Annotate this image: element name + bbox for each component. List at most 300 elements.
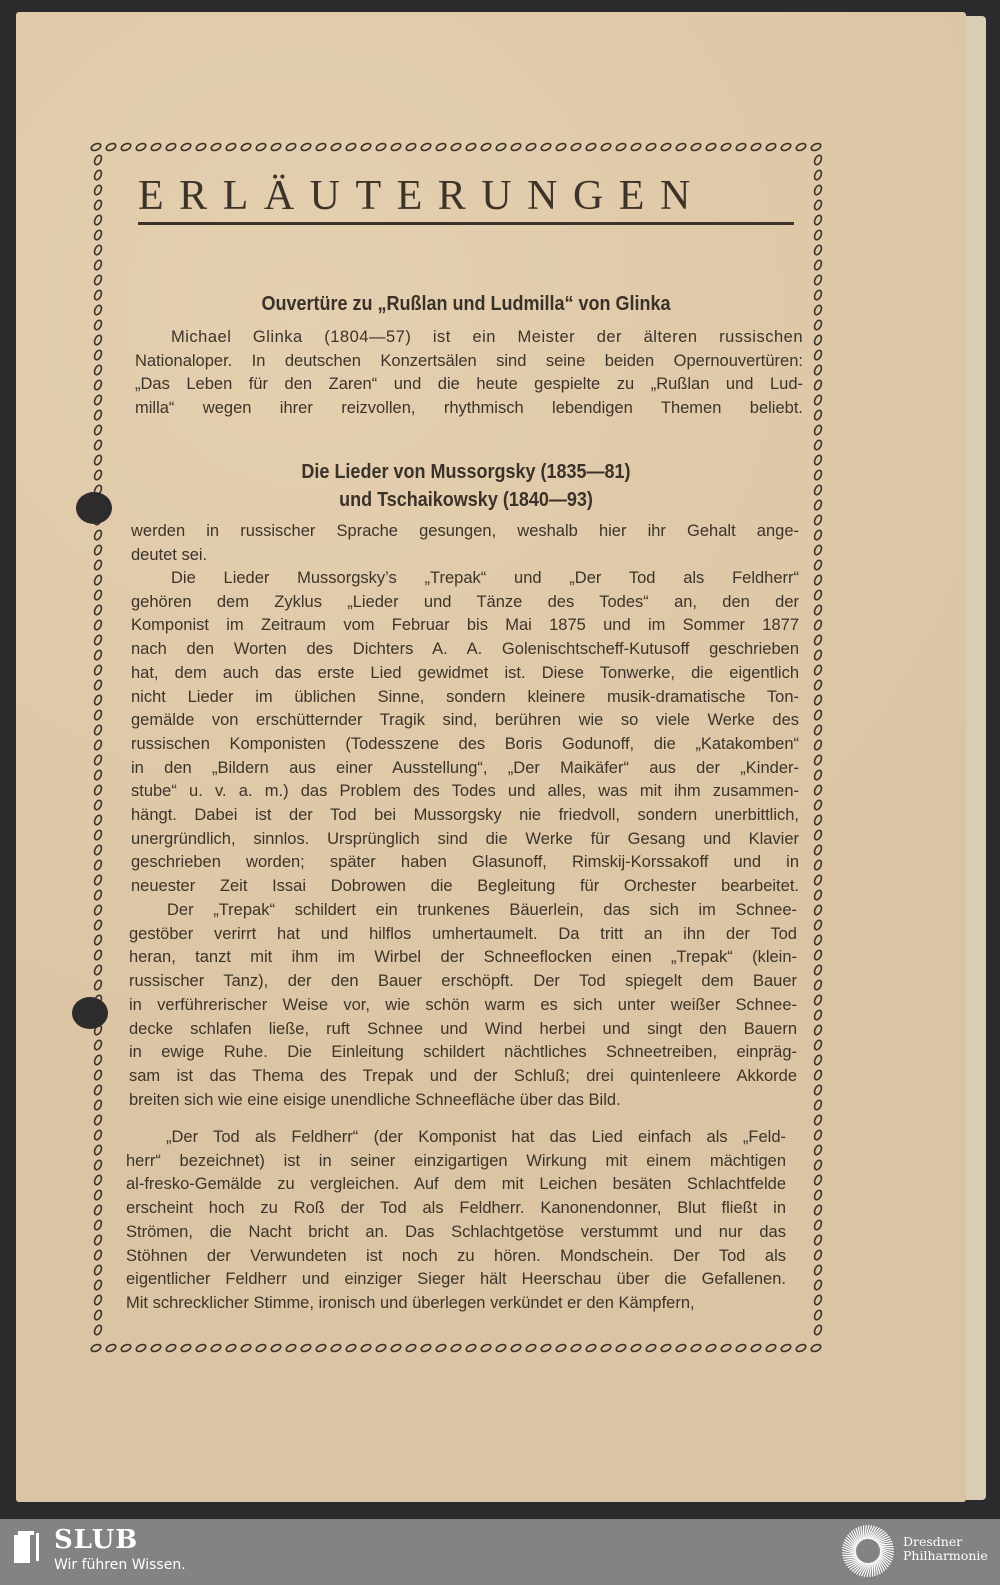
- border-link: [705, 1343, 717, 1353]
- border-link: [813, 844, 823, 856]
- border-link: [813, 1234, 823, 1246]
- border-link: [93, 1249, 103, 1261]
- border-link: [813, 1309, 823, 1321]
- border-link: [120, 1343, 132, 1353]
- border-link: [813, 649, 823, 661]
- border-link: [120, 142, 132, 152]
- border-link: [345, 1343, 357, 1353]
- text-line: Komponist im Zeitraum vom Februar bis Mai 1875 und im Sommer 1877: [131, 616, 799, 635]
- section-heading: [160, 458, 772, 514]
- border-link: [630, 142, 642, 152]
- border-link: [813, 1204, 823, 1216]
- border-link: [93, 544, 103, 556]
- border-link: [750, 1343, 762, 1353]
- philharmonie-line2: Philharmonie: [903, 1548, 988, 1563]
- text-line: neuester Zeit Issai Dobrowen die Begleitung für Orchester bearbeitet.: [131, 877, 799, 896]
- border-link: [813, 199, 823, 211]
- sunburst-ray: [863, 1525, 864, 1540]
- border-link: [93, 154, 103, 166]
- border-link: [93, 244, 103, 256]
- border-link: [93, 934, 103, 946]
- border-link: [93, 964, 103, 976]
- text-line: hängt. Dabei ist der Tod bei Mussorgsky nie friedvoll, sondern unerbittlich,: [131, 806, 799, 825]
- border-link: [813, 394, 823, 406]
- text-line: nicht Lieder im üblichen Sinne, sondern kleinere musik-dramatische Ton-: [131, 687, 799, 706]
- border-link: [813, 529, 823, 541]
- border-link: [813, 829, 823, 841]
- border-link: [420, 142, 432, 152]
- border-link: [285, 142, 297, 152]
- border-link: [813, 889, 823, 901]
- border-link: [93, 1114, 103, 1126]
- border-link: [570, 142, 582, 152]
- border-link: [93, 634, 103, 646]
- slub-book-icon: [12, 1529, 42, 1565]
- heading-line: und Tschaikowsky (1840—93): [339, 489, 593, 511]
- border-link: [813, 754, 823, 766]
- text-line: Strömen, die Nacht bricht an. Das Schlachtgetöse verstummt und nur das: [126, 1222, 786, 1241]
- text-line: breiten sich wie eine eisige unendliche Schneefläche über das Bild.: [129, 1090, 621, 1109]
- border-link: [135, 142, 147, 152]
- border-link: [93, 1189, 103, 1201]
- border-link: [93, 844, 103, 856]
- border-link: [465, 1343, 477, 1353]
- border-link: [93, 1099, 103, 1111]
- border-link: [813, 934, 823, 946]
- paragraph: [131, 567, 799, 899]
- text-line: decke schlafen ließe, ruft Schnee und Wind herbei und singt den Bauern: [129, 1019, 797, 1038]
- border-link: [225, 1343, 237, 1353]
- text-line: in den „Bildern aus einer Ausstellung“, „Der Maikäfer“ aus der „Kinder-: [131, 758, 799, 777]
- border-link: [90, 142, 102, 152]
- sunburst-ray: [842, 1555, 857, 1556]
- border-link: [705, 142, 717, 152]
- border-link: [813, 1279, 823, 1291]
- border-link: [93, 664, 103, 676]
- border-link: [93, 379, 103, 391]
- border-link: [813, 289, 823, 301]
- border-link: [813, 1144, 823, 1156]
- border-link: [375, 1343, 387, 1353]
- paragraph: [135, 326, 803, 421]
- sunburst-ray: [872, 1562, 873, 1577]
- border-link: [93, 694, 103, 706]
- border-link: [93, 454, 103, 466]
- paragraph: [131, 520, 799, 567]
- border-link: [540, 142, 552, 152]
- slub-tagline: Wir führen Wissen.: [54, 1557, 186, 1573]
- text-line: stube“ u. v. a. m.) das Problem des Todes und alles, was mit ihm zusammen-: [131, 782, 799, 801]
- border-link: [93, 979, 103, 991]
- border-link: [813, 319, 823, 331]
- border-link: [555, 1343, 567, 1353]
- border-link: [813, 994, 823, 1006]
- border-link: [93, 349, 103, 361]
- border-link: [813, 1249, 823, 1261]
- border-link: [510, 1343, 522, 1353]
- border-link: [813, 1039, 823, 1051]
- border-link: [540, 1343, 552, 1353]
- border-link: [630, 1343, 642, 1353]
- border-link: [750, 142, 762, 152]
- border-link: [795, 142, 807, 152]
- border-link: [180, 1343, 192, 1353]
- border-link: [300, 1343, 312, 1353]
- text-line: russischer Tanz), der den Bauer erschöpft. Der Tod spiegelt dem Bauer: [129, 972, 797, 991]
- border-link: [813, 679, 823, 691]
- border-link: [813, 259, 823, 271]
- border-link: [93, 889, 103, 901]
- page-title: ERLÄUTERUNGEN: [138, 173, 706, 219]
- border-link: [585, 142, 597, 152]
- border-link: [525, 1343, 537, 1353]
- border-link: [315, 142, 327, 152]
- text-line: „Der Tod als Feldherr“ (der Komponist hat das Lied einfach als „Feld-: [166, 1128, 786, 1146]
- border-link: [93, 739, 103, 751]
- border-link: [813, 739, 823, 751]
- border-link: [465, 142, 477, 152]
- border-link: [813, 454, 823, 466]
- border-link: [135, 1343, 147, 1353]
- border-link: [93, 1309, 103, 1321]
- border-link: [93, 619, 103, 631]
- border-link: [435, 142, 447, 152]
- border-link: [813, 484, 823, 496]
- border-link: [720, 142, 732, 152]
- border-link: [813, 379, 823, 391]
- border-link: [813, 1114, 823, 1126]
- border-link: [360, 1343, 372, 1353]
- text-line: werden in russischer Sprache gesungen, weshalb hier ihr Gehalt ange-: [131, 522, 799, 540]
- border-link: [813, 1159, 823, 1171]
- text-line: nach den Worten des Dichters A. A. Golenischtscheff-Kutusoff geschrieben: [131, 640, 799, 659]
- punch-hole: [76, 492, 112, 524]
- border-link: [105, 1343, 117, 1353]
- border-link: [495, 1343, 507, 1353]
- border-link: [375, 142, 387, 152]
- border-link: [93, 1219, 103, 1231]
- philharmonie-line1: Dresdner: [903, 1534, 963, 1549]
- text-line: eigentlicher Feldherr und einziger Sieger hält Heerschau über die Gefallenen.: [126, 1270, 786, 1289]
- sunburst-ray: [874, 1561, 875, 1576]
- border-link: [93, 754, 103, 766]
- border-link: [645, 142, 657, 152]
- border-link: [813, 604, 823, 616]
- border-link: [420, 1343, 432, 1353]
- border-link: [93, 1069, 103, 1081]
- border-link: [813, 304, 823, 316]
- border-link: [660, 1343, 672, 1353]
- border-link: [93, 409, 103, 421]
- slub-logo-text[interactable]: SLUB: [54, 1525, 139, 1555]
- border-link: [150, 1343, 162, 1353]
- border-link: [165, 142, 177, 152]
- sunburst-ray: [878, 1544, 893, 1545]
- border-link: [93, 1174, 103, 1186]
- border-link: [165, 1343, 177, 1353]
- text-line: gehören dem Zyklus „Lieder und Tänze des Todes“ an, den der: [131, 592, 799, 611]
- border-link: [813, 979, 823, 991]
- text-line: milla“ wegen ihrer reizvollen, rhythmisch lebendigen Themen beliebt.: [135, 399, 803, 418]
- border-link: [240, 142, 252, 152]
- border-link: [813, 1084, 823, 1096]
- border-link: [93, 439, 103, 451]
- border-link: [93, 199, 103, 211]
- border-link: [93, 1279, 103, 1291]
- border-link: [93, 1129, 103, 1141]
- border-link: [480, 1343, 492, 1353]
- border-link: [615, 1343, 627, 1353]
- paragraph: [129, 899, 797, 1112]
- border-link: [93, 724, 103, 736]
- border-link: [93, 274, 103, 286]
- border-link: [813, 814, 823, 826]
- text-line: Die Lieder Mussorgsky’s „Trepak“ und „Der Tod als Feldherr“: [171, 569, 799, 587]
- border-link: [93, 364, 103, 376]
- border-link: [813, 919, 823, 931]
- border-link: [93, 574, 103, 586]
- border-link: [450, 142, 462, 152]
- border-link: [93, 679, 103, 691]
- border-link: [795, 1343, 807, 1353]
- border-link: [615, 142, 627, 152]
- border-link: [93, 304, 103, 316]
- border-link: [93, 799, 103, 811]
- border-link: [93, 289, 103, 301]
- border-link: [93, 859, 103, 871]
- border-link: [813, 949, 823, 961]
- border-link: [600, 142, 612, 152]
- border-link: [93, 1324, 103, 1336]
- border-link: [195, 142, 207, 152]
- title-underline: [138, 222, 794, 225]
- border-link: [660, 142, 672, 152]
- text-line: in verführerischer Weise vor, wie schön warm es sich unter weißer Schnee-: [129, 995, 797, 1014]
- paragraph: [126, 1126, 786, 1316]
- text-line: gemälde von erschütternder Tragik sind, berühren wie so viele Werke des: [131, 711, 799, 730]
- border-link: [525, 142, 537, 152]
- border-link: [813, 229, 823, 241]
- philharmonie-logo-text[interactable]: [903, 1535, 988, 1563]
- border-link: [255, 1343, 267, 1353]
- border-link: [93, 1144, 103, 1156]
- text-line: geschrieben worden; später haben Glasunoff, Rimskij-Korssakoff und in: [131, 853, 799, 872]
- border-link: [435, 1343, 447, 1353]
- border-link: [813, 724, 823, 736]
- border-link: [240, 1343, 252, 1353]
- text-line: in ewige Ruhe. Die Einleitung schildert nächtliches Schneetreiben, einpräg-: [129, 1043, 797, 1062]
- border-link: [93, 1039, 103, 1051]
- border-link: [90, 1343, 102, 1353]
- border-link: [735, 142, 747, 152]
- border-link: [405, 142, 417, 152]
- border-link: [93, 214, 103, 226]
- border-link: [93, 874, 103, 886]
- border-link: [813, 1009, 823, 1021]
- border-link: [813, 1174, 823, 1186]
- border-link: [330, 142, 342, 152]
- border-link: [93, 904, 103, 916]
- border-link: [93, 784, 103, 796]
- border-link: [93, 814, 103, 826]
- border-link: [93, 589, 103, 601]
- border-link: [93, 649, 103, 661]
- border-link: [93, 829, 103, 841]
- border-link: [813, 664, 823, 676]
- border-link: [225, 142, 237, 152]
- punch-hole: [72, 997, 108, 1029]
- border-link: [93, 319, 103, 331]
- border-link: [813, 409, 823, 421]
- border-link: [210, 142, 222, 152]
- text-line: Nationaloper. In deutschen Konzertsälen sind seine beiden Opernouvertüren:: [135, 351, 803, 370]
- border-link: [813, 589, 823, 601]
- border-link: [735, 1343, 747, 1353]
- border-link: [600, 1343, 612, 1353]
- border-link: [813, 544, 823, 556]
- border-link: [813, 709, 823, 721]
- border-link: [813, 619, 823, 631]
- border-link: [813, 1294, 823, 1306]
- border-link: [390, 142, 402, 152]
- text-line: heran, tanzt mit ihm im Wirbel der Schneeflocken einen „Trepak“ (klein-: [129, 948, 797, 967]
- border-link: [813, 499, 823, 511]
- border-link: [345, 142, 357, 152]
- border-link: [270, 142, 282, 152]
- border-link: [813, 694, 823, 706]
- text-line: gestöber verirrt hat und hilflos umhertaumelt. Da tritt an ihn der Tod: [129, 924, 797, 943]
- border-link: [675, 142, 687, 152]
- border-link: [93, 1234, 103, 1246]
- border-link: [813, 964, 823, 976]
- border-link: [813, 1219, 823, 1231]
- text-line: Der „Trepak“ schildert ein trunkenes Bäuerlein, das sich im Schnee-: [167, 901, 797, 919]
- text-line: unergründlich, sinnlos. Ursprünglich sind die Werke für Gesang und Klavier: [131, 829, 799, 848]
- border-link: [390, 1343, 402, 1353]
- border-link: [495, 142, 507, 152]
- text-line: „Das Leben für den Zaren“ und die heute gespielte zu „Rußlan und Lud-: [135, 375, 803, 394]
- border-link: [765, 142, 777, 152]
- border-link: [813, 784, 823, 796]
- text-line: deutet sei.: [131, 545, 208, 564]
- border-link: [285, 1343, 297, 1353]
- text-line: russischen Komponisten (Todesszene des Boris Godunoff, die „Katakomben“: [131, 734, 799, 753]
- border-link: [813, 1324, 823, 1336]
- sunburst-ray: [843, 1557, 858, 1558]
- border-link: [813, 424, 823, 436]
- heading-line: Die Lieder von Mussorgsky (1835—81): [301, 461, 631, 483]
- text-line: Mit schrecklicher Stimme, ironisch und überlegen verkündet er den Kämpfern,: [126, 1293, 695, 1312]
- border-link: [93, 709, 103, 721]
- section-heading: [160, 293, 772, 316]
- text-line: Stöhnen der Verwundeten ist noch zu hören. Mondschein. Der Tod als: [126, 1246, 786, 1265]
- border-link: [813, 1264, 823, 1276]
- border-link: [180, 142, 192, 152]
- border-link: [300, 142, 312, 152]
- border-link: [93, 559, 103, 571]
- border-link: [813, 514, 823, 526]
- border-link: [270, 1343, 282, 1353]
- border-link: [813, 244, 823, 256]
- border-link: [813, 634, 823, 646]
- border-link: [813, 1129, 823, 1141]
- border-link: [93, 1084, 103, 1096]
- border-link: [813, 574, 823, 586]
- border-link: [720, 1343, 732, 1353]
- border-link: [813, 859, 823, 871]
- border-link: [93, 169, 103, 181]
- border-link: [195, 1343, 207, 1353]
- border-link: [93, 1054, 103, 1066]
- border-link: [93, 184, 103, 196]
- border-link: [675, 1343, 687, 1353]
- border-link: [555, 142, 567, 152]
- border-link: [93, 1264, 103, 1276]
- border-link: [93, 259, 103, 271]
- border-link: [450, 1343, 462, 1353]
- border-link: [780, 1343, 792, 1353]
- border-link: [93, 1159, 103, 1171]
- border-link: [690, 1343, 702, 1353]
- border-link: [93, 334, 103, 346]
- text-line: herr“ bezeichnet) ist in seiner einzigartigen Wirkung mit einem mächtigen: [126, 1151, 786, 1170]
- border-link: [93, 949, 103, 961]
- philharmonie-sunburst-icon: [840, 1523, 896, 1579]
- border-link: [585, 1343, 597, 1353]
- border-link: [813, 874, 823, 886]
- border-link: [813, 154, 823, 166]
- border-link: [510, 142, 522, 152]
- border-link: [813, 1189, 823, 1201]
- border-link: [105, 142, 117, 152]
- border-link: [813, 904, 823, 916]
- border-link: [93, 769, 103, 781]
- border-link: [813, 469, 823, 481]
- border-link: [813, 799, 823, 811]
- border-link: [150, 142, 162, 152]
- border-link: [645, 1343, 657, 1353]
- sunburst-ray: [861, 1526, 862, 1541]
- border-link: [813, 274, 823, 286]
- text-line: Michael Glinka (1804—57) ist ein Meister der älteren russischen: [171, 328, 803, 346]
- border-link: [813, 439, 823, 451]
- border-link: [813, 214, 823, 226]
- border-link: [93, 1294, 103, 1306]
- border-link: [255, 142, 267, 152]
- border-link: [360, 142, 372, 152]
- border-link: [810, 142, 822, 152]
- border-link: [813, 1054, 823, 1066]
- border-link: [210, 1343, 222, 1353]
- border-link: [813, 559, 823, 571]
- border-link: [813, 1024, 823, 1036]
- border-link: [813, 334, 823, 346]
- border-link: [813, 184, 823, 196]
- sunburst-ray: [879, 1546, 894, 1547]
- text-line: al-fresko-Gemälde zu vergleichen. Auf dem mit Leichen besäten Schlachtfelde: [126, 1175, 786, 1194]
- border-link: [93, 1204, 103, 1216]
- text-line: erscheint hoch zu Roß der Tod als Feldherr. Kanonendonner, Blut fließt in: [126, 1199, 786, 1218]
- border-link: [570, 1343, 582, 1353]
- heading-line: Ouvertüre zu „Rußlan und Ludmilla“ von Glinka: [261, 293, 671, 315]
- border-link: [813, 349, 823, 361]
- border-link: [813, 1099, 823, 1111]
- border-link: [93, 424, 103, 436]
- border-link: [93, 394, 103, 406]
- border-link: [93, 919, 103, 931]
- border-link: [813, 169, 823, 181]
- border-link: [813, 769, 823, 781]
